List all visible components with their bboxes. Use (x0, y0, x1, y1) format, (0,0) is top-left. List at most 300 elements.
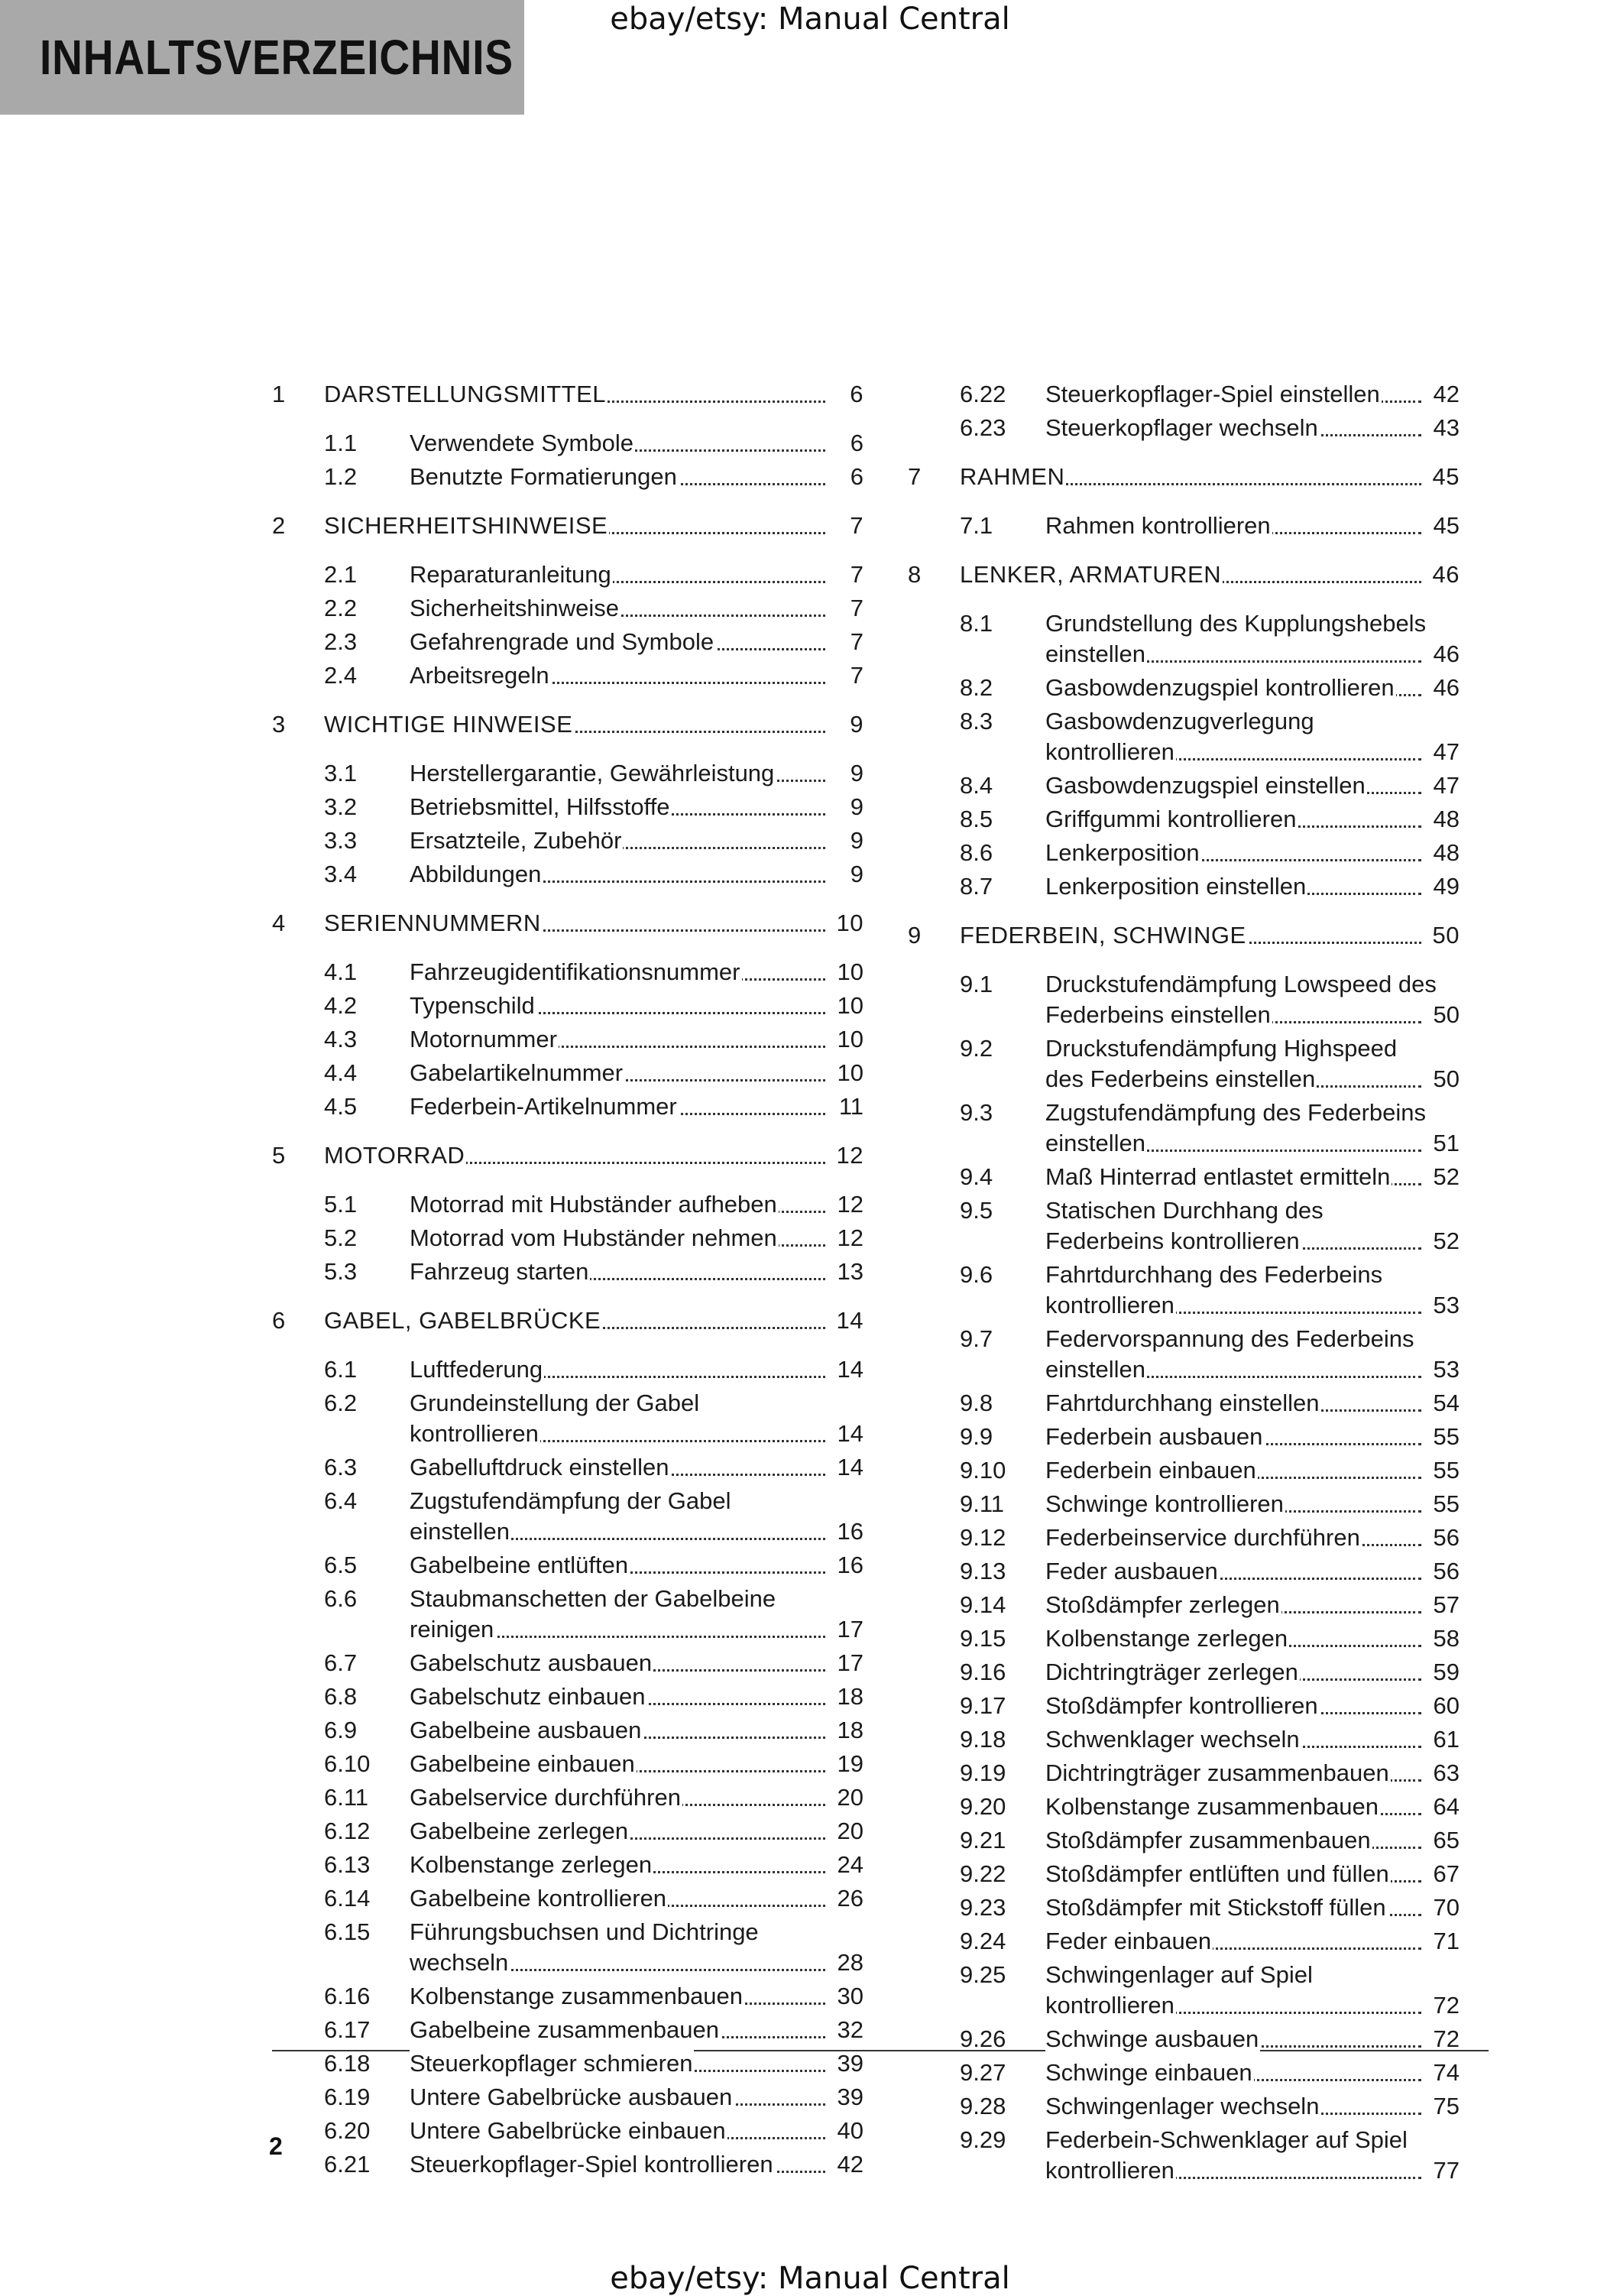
toc-page-number: 7 (850, 628, 863, 655)
toc-title (1045, 511, 1421, 541)
toc-title-text: Schwingenlager wechseln (1045, 2093, 1320, 2119)
toc-title-text: DARSTELLUNGSMITTEL (324, 381, 607, 407)
toc-page-number: 77 (1433, 2157, 1460, 2184)
toc-number: 8.3 (960, 708, 993, 735)
toc-title-text: GABEL, GABELBRÜCKE (324, 1307, 601, 1334)
toc-title (1045, 608, 1427, 639)
toc-entry[interactable] (0, 706, 1620, 773)
toc-page-number: 20 (837, 1818, 863, 1844)
toc-number: 4.1 (324, 958, 358, 985)
toc-title-continuation (1045, 1000, 1421, 1030)
toc-number: 6.10 (324, 1750, 371, 1777)
toc-title-text-line2: wechseln (410, 1949, 509, 1976)
toc-page-number: 10 (837, 1026, 863, 1052)
toc-title-text-line2: kontrollieren (1045, 738, 1174, 765)
toc-title-text: Grundeinstellung der Gabel (410, 1390, 700, 1416)
toc-number: 3.2 (324, 793, 358, 820)
toc-title (1045, 2058, 1421, 2088)
toc-page-number: 18 (837, 1683, 863, 1710)
toc-page-number: 47 (1433, 772, 1460, 799)
toc-title (960, 462, 1421, 492)
toc-number: 3 (272, 711, 286, 738)
toc-title-text: Benutzte Formatierungen (410, 463, 677, 490)
toc-number: 5.2 (324, 1224, 358, 1251)
toc-title-text: FEDERBEIN, SCHWINGE (960, 922, 1246, 949)
toc-title-text: SERIENNUMMERN (324, 910, 541, 936)
toc-entry[interactable] (0, 608, 1620, 676)
toc-number: 6.5 (324, 1552, 358, 1578)
toc-entry[interactable] (0, 2091, 1620, 2125)
toc-page-number: 30 (837, 1983, 863, 2009)
toc-title-text: Ersatzteile, Zubehör (410, 827, 622, 854)
toc-number: 8.4 (960, 772, 993, 799)
toc-title-text: Steuerkopflager-Spiel einstellen (1045, 381, 1380, 407)
toc-page-number: 28 (837, 1949, 863, 1976)
toc-page-number: 10 (837, 958, 863, 985)
toc-chapter[interactable] (0, 462, 1620, 495)
toc-page-number: 7 (850, 595, 863, 621)
toc-page-number: 43 (1433, 414, 1460, 441)
toc-title-text: Maß Hinterrad entlastet ermitteln (1045, 1163, 1391, 1190)
toc-page-number: 14 (837, 1420, 863, 1447)
toc-title (1045, 2091, 1421, 2122)
toc-entry[interactable] (0, 1657, 1620, 1691)
toc-entry[interactable] (0, 804, 1620, 838)
toc-number: 9.20 (960, 1793, 1006, 1820)
toc-page-number: 55 (1433, 1490, 1460, 1517)
toc-page-number: 60 (1433, 1692, 1460, 1719)
toc-title-text: Federvorspannung des Federbeins (1045, 1325, 1414, 1352)
toc-title (1045, 871, 1421, 902)
toc-entry[interactable] (0, 1455, 1620, 1489)
toc-title (1045, 1724, 1421, 1755)
toc-title (1045, 969, 1438, 1000)
toc-page-number: 52 (1433, 1227, 1460, 1254)
toc-title (1045, 1792, 1421, 1822)
toc-title-text-line2: des Federbeins einstellen (1045, 1065, 1316, 1092)
toc-title (1045, 838, 1421, 868)
toc-title-text-line2: kontrollieren (1045, 2157, 1174, 2184)
toc-page-number: 45 (1433, 512, 1460, 539)
toc-page-number: 61 (1433, 1726, 1460, 1753)
toc-title-text: Gabelartikelnummer (410, 1059, 624, 1086)
toc-page-number: 7 (850, 512, 863, 539)
toc-number: 6.11 (324, 1784, 369, 1811)
toc-number: 6.13 (324, 1851, 371, 1878)
toc-title-text: Fahrtdurchhang des Federbeins (1045, 1261, 1383, 1288)
toc-title (1045, 1388, 1421, 1419)
toc-title-text: Gabelbeine kontrollieren (410, 1885, 667, 1912)
toc-title-text: LENKER, ARMATUREN (960, 561, 1222, 588)
toc-title-text: Untere Gabelbrücke einbauen (410, 2117, 726, 2144)
toc-title (1045, 1623, 1421, 1654)
toc-title-text: Luftfederung (410, 1356, 543, 1383)
toc-title (410, 1189, 825, 1220)
toc-entry[interactable] (0, 1195, 1620, 1263)
toc-number: 2.2 (324, 595, 358, 621)
toc-entry[interactable] (0, 1260, 1620, 1327)
toc-number: 8.1 (960, 610, 993, 637)
toc-page-number: 7 (850, 561, 863, 588)
toc-title-text: Schwinge ausbauen (1045, 2025, 1259, 2052)
toc-page-number: 65 (1433, 1827, 1460, 1853)
toc-number: 9.7 (960, 1325, 993, 1352)
toc-title-text: Motorrad vom Hubständer nehmen (410, 1224, 777, 1251)
toc-title (1045, 1422, 1421, 1452)
toc-entry[interactable] (0, 1758, 1620, 1792)
toc-title (1045, 1825, 1421, 1856)
toc-title-text-line2: kontrollieren (410, 1420, 539, 1447)
toc-title-text: Steuerkopflager wechseln (1045, 414, 1318, 441)
toc-title (1045, 1455, 1421, 1486)
toc-number: 5.1 (324, 1191, 358, 1218)
toc-page-number: 13 (837, 1258, 863, 1285)
toc-number: 6.20 (324, 2117, 371, 2144)
toc-page-number: 42 (1433, 381, 1460, 407)
toc-title-text: Zugstufendämpfung des Federbeins (1045, 1099, 1427, 1126)
toc-title-text: Kolbenstange zusammenbauen (410, 1983, 744, 2009)
toc-title-text: Gabelschutz einbauen (410, 1683, 646, 1710)
toc-title-continuation (1045, 1354, 1421, 1385)
toc-number: 6.17 (324, 2016, 371, 2043)
toc-number: 9.23 (960, 1894, 1006, 1921)
toc-page-number: 50 (1433, 1065, 1460, 1092)
toc-number: 6.22 (960, 381, 1006, 407)
toc-entry[interactable] (0, 2125, 1620, 2192)
toc-entry[interactable] (0, 1792, 1620, 1825)
toc-number: 6.19 (324, 2084, 371, 2110)
toc-page-number: 70 (1433, 1894, 1460, 1921)
toc-entry[interactable] (0, 1033, 1620, 1101)
toc-title (410, 2149, 825, 2180)
toc-entry[interactable] (0, 1926, 1620, 1960)
toc-number: 9.18 (960, 1726, 1006, 1753)
toc-page-number: 17 (837, 1649, 863, 1676)
toc-title-text: Steuerkopflager schmieren (410, 2050, 693, 2077)
toc-page-number: 56 (1433, 1558, 1460, 1584)
toc-entry[interactable] (0, 1892, 1620, 1926)
toc-title-text: Federbein einbauen (1045, 1457, 1256, 1484)
toc-page-number: 6 (850, 430, 863, 456)
toc-number: 9.14 (960, 1591, 1006, 1618)
toc-title-text: Gabelbeine zusammenbauen (410, 2016, 719, 2043)
toc-entry[interactable] (0, 673, 1620, 706)
toc-number: 4.4 (324, 1059, 358, 1086)
toc-entry[interactable] (0, 1523, 1620, 1556)
toc-number: 6.8 (324, 1683, 358, 1710)
toc-title-text: Gabelschutz ausbauen (410, 1649, 653, 1676)
toc-title-text: Gefahrengrade und Symbole (410, 628, 714, 655)
toc-entry[interactable] (0, 379, 1620, 413)
page-title: INHALTSVERZEICHNIS (40, 30, 514, 85)
toc-title-text-line2: reinigen (410, 1616, 494, 1643)
toc-title-text: Reparaturanleitung (410, 561, 611, 588)
toc-title (1045, 673, 1421, 703)
toc-page-number: 42 (837, 2151, 863, 2178)
toc-number: 9.16 (960, 1659, 1006, 1685)
toc-chapter[interactable] (0, 920, 1620, 954)
toc-entry[interactable] (0, 1623, 1620, 1657)
toc-title-text-line2: einstellen (1045, 1356, 1145, 1383)
toc-title (1045, 379, 1421, 410)
toc-title (410, 1584, 777, 1614)
toc-number: 6.14 (324, 1885, 371, 1912)
toc-page-number: 46 (1433, 640, 1460, 667)
toc-entry[interactable] (0, 1859, 1620, 1892)
toc-entry[interactable] (0, 1960, 1620, 2027)
toc-entry[interactable] (0, 1388, 1620, 1422)
toc-title (1045, 1859, 1421, 1889)
toc-entry[interactable] (0, 1556, 1620, 1590)
toc-title-text: Druckstufendämpfung Lowspeed des (1045, 971, 1437, 997)
toc-number: 7.1 (960, 512, 993, 539)
toc-title-text: Gabelbeine zerlegen (410, 1818, 629, 1844)
toc-number: 2.4 (324, 662, 358, 689)
watermark-top: ebay/etsy: Manual Central (610, 2, 1010, 37)
toc-title-text: Statischen Durchhang des (1045, 1197, 1324, 1224)
toc-number: 9.24 (960, 1928, 1006, 1954)
toc-title (1045, 1960, 1314, 1990)
toc-title-text-line2: Federbeins kontrollieren (1045, 1227, 1300, 1254)
toc-title (1045, 1657, 1421, 1688)
toc-title (1045, 1926, 1421, 1957)
watermark-bottom: ebay/etsy: Manual Central (610, 2261, 1010, 2296)
toc-number: 4.5 (324, 1093, 358, 1120)
toc-number: 6 (272, 1307, 286, 1334)
toc-title-text: Herstellergarantie, Gewährleistung (410, 760, 775, 786)
toc-page-number: 9 (850, 827, 863, 854)
toc-title-text: SICHERHEITSHINWEISE (324, 512, 608, 539)
toc-entry[interactable] (0, 871, 1620, 905)
toc-title (960, 920, 1421, 951)
toc-number: 2.1 (324, 561, 358, 588)
toc-number: 9.5 (960, 1197, 993, 1224)
toc-title-continuation (1045, 1226, 1421, 1257)
toc-title-continuation (1045, 1064, 1421, 1094)
toc-page-number: 74 (1433, 2059, 1460, 2086)
toc-title-text: Kolbenstange zerlegen (1045, 1625, 1288, 1652)
toc-number: 3.1 (324, 760, 358, 786)
toc-title-text: Gabelbeine entlüften (410, 1552, 629, 1578)
toc-number: 4 (272, 910, 286, 936)
toc-number: 5.3 (324, 1258, 358, 1285)
toc-title-text: Schwenklager wechseln (1045, 1726, 1300, 1753)
toc-title (960, 559, 1421, 590)
toc-title (1045, 1691, 1421, 1721)
toc-title-text: Arbeitsregeln (410, 662, 549, 689)
toc-title (410, 1486, 733, 1516)
toc-title-text: Motorrad mit Hubständer aufheben (410, 1191, 777, 1218)
toc-page-number: 6 (850, 381, 863, 407)
toc-number: 9.6 (960, 1261, 993, 1288)
toc-number: 9.29 (960, 2126, 1006, 2153)
toc-entry[interactable] (0, 2058, 1620, 2091)
toc-title (1045, 1033, 1398, 1064)
toc-number: 9.1 (960, 971, 993, 997)
toc-title (1045, 1590, 1421, 1620)
toc-number: 6.1 (324, 1356, 358, 1383)
toc-number: 9.19 (960, 1759, 1006, 1786)
toc-page-number: 12 (836, 1142, 863, 1169)
toc-title-text-line2: Federbeins einstellen (1045, 1001, 1271, 1028)
toc-number: 6.2 (324, 1390, 358, 1416)
toc-entry[interactable] (0, 838, 1620, 871)
toc-page-number: 10 (837, 992, 863, 1019)
toc-page-number: 10 (836, 910, 863, 936)
toc-title-text: Fahrzeug starten (410, 1258, 589, 1285)
toc-page-number: 9 (850, 711, 863, 738)
toc-title-text: Abbildungen (410, 861, 542, 887)
toc-title (1045, 2125, 1409, 2155)
toc-page-number: 46 (1433, 674, 1460, 701)
toc-title-text: Dichtringträger zusammenbauen (1045, 1759, 1389, 1786)
toc-title-text: Gasbowdenzugverlegung (1045, 708, 1314, 735)
toc-number: 1.2 (324, 463, 358, 490)
toc-number: 9 (908, 922, 922, 949)
toc-page-number: 46 (1432, 561, 1460, 588)
toc-entry[interactable] (0, 969, 1620, 1036)
toc-page-number: 55 (1433, 1457, 1460, 1484)
toc-number: 6.7 (324, 1649, 358, 1676)
toc-title (1045, 413, 1421, 443)
toc-page-number: 9 (850, 861, 863, 887)
toc-title-text: Kolbenstange zerlegen (410, 1851, 653, 1878)
toc-number: 6.18 (324, 2050, 371, 2077)
toc-page-number: 51 (1433, 1130, 1460, 1156)
toc-title (1045, 1556, 1421, 1587)
toc-title-text: Rahmen kontrollieren (1045, 512, 1271, 539)
toc-number: 9.21 (960, 1827, 1006, 1853)
toc-page-number: 39 (837, 2050, 863, 2077)
toc-number: 1 (272, 381, 286, 407)
toc-title (1045, 1098, 1427, 1128)
toc-title-text: Schwingenlager auf Spiel (1045, 1961, 1313, 1988)
toc-page-number: 45 (1432, 463, 1460, 490)
toc-page-number: 58 (1433, 1625, 1460, 1652)
toc-number: 9.3 (960, 1099, 993, 1126)
toc-page-number: 17 (837, 1616, 863, 1643)
toc-title-text: Stoßdämpfer zerlegen (1045, 1591, 1280, 1618)
toc-page-number: 20 (837, 1784, 863, 1811)
toc-page-number: 6 (850, 463, 863, 490)
toc-page-number: 40 (837, 2117, 863, 2144)
toc-title-continuation (1045, 639, 1421, 670)
toc-title-text: Gabelbeine ausbauen (410, 1717, 642, 1743)
toc-entry[interactable] (0, 511, 1620, 544)
toc-title-text: Lenkerposition einstellen (1045, 873, 1307, 900)
toc-title-text-line2: einstellen (1045, 640, 1145, 667)
toc-page-number: 49 (1433, 873, 1460, 900)
toc-number: 6.23 (960, 414, 1006, 441)
toc-page-number: 10 (837, 1059, 863, 1086)
toc-entry[interactable] (0, 2024, 1620, 2058)
toc-entry[interactable] (0, 1825, 1620, 1859)
toc-chapter[interactable] (0, 559, 1620, 593)
toc-page-number: 14 (837, 1454, 863, 1480)
toc-page-number: 48 (1433, 839, 1460, 866)
toc-number: 2.3 (324, 628, 358, 655)
toc-number: 4.2 (324, 992, 358, 1019)
toc-entry[interactable] (0, 1422, 1620, 1455)
toc-entry[interactable] (0, 1489, 1620, 1523)
toc-page-number: 14 (837, 1356, 863, 1383)
toc-entry[interactable] (0, 1324, 1620, 1391)
toc-entry[interactable] (0, 1162, 1620, 1195)
toc-number: 9.17 (960, 1692, 1006, 1719)
toc-page-number: 59 (1433, 1659, 1460, 1685)
toc-page-number: 55 (1433, 1423, 1460, 1450)
toc-number: 8.5 (960, 806, 993, 832)
toc-title-text: Feder ausbauen (1045, 1558, 1218, 1584)
toc-page-number: 71 (1433, 1928, 1460, 1954)
toc-title-text: Druckstufendämpfung Highspeed (1045, 1035, 1398, 1062)
toc-number: 1.1 (324, 430, 358, 456)
toc-page-number: 54 (1433, 1390, 1460, 1416)
toc-title-text: Stoßdämpfer kontrollieren (1045, 1692, 1318, 1719)
toc-entry[interactable] (0, 770, 1620, 804)
toc-number: 6.9 (324, 1717, 358, 1743)
toc-title (1045, 804, 1421, 835)
toc-title-continuation (1045, 1290, 1421, 1321)
toc-title (1045, 1523, 1421, 1553)
toc-title-text: Gabelluftdruck einstellen (410, 1454, 669, 1480)
toc-entry[interactable] (0, 1724, 1620, 1758)
toc-title-text: Typenschild (410, 992, 535, 1019)
toc-number: 9.15 (960, 1625, 1006, 1652)
toc-title-text-line2: kontrollieren (1045, 1292, 1174, 1318)
toc-title-text: Stoßdämpfer entlüften und füllen (1045, 1860, 1389, 1887)
toc-page-number: 12 (837, 1224, 863, 1251)
toc-number: 2 (272, 512, 286, 539)
toc-number: 9.13 (960, 1558, 1006, 1584)
toc-page-number: 16 (837, 1518, 863, 1545)
toc-page-number: 14 (836, 1307, 863, 1334)
toc-number: 9.8 (960, 1390, 993, 1416)
toc-title (1045, 1324, 1416, 1354)
toc-title-text: Griffgummi kontrollieren (1045, 806, 1297, 832)
toc-title-text: Zugstufendämpfung der Gabel (410, 1487, 731, 1514)
toc-title-text: Motornummer (410, 1026, 557, 1052)
toc-page-number: 19 (837, 1750, 863, 1777)
toc-title-text: Untere Gabelbrücke ausbauen (410, 2084, 733, 2110)
toc-title (1045, 706, 1316, 737)
toc-number: 8.6 (960, 839, 993, 866)
toc-title-text: Gasbowdenzugspiel einstellen (1045, 772, 1366, 799)
toc-number: 6.21 (324, 2151, 371, 2178)
toc-entry[interactable] (0, 1098, 1620, 1165)
toc-title-text: Dichtringträger zerlegen (1045, 1659, 1298, 1685)
toc-title (410, 758, 825, 789)
toc-title-text: Steuerkopflager-Spiel kontrollieren (410, 2151, 773, 2178)
toc-number: 9.22 (960, 1860, 1006, 1887)
toc-title (1045, 770, 1421, 801)
toc-number: 9.25 (960, 1961, 1006, 1988)
toc-title-text: Fahrtdurchhang einstellen (1045, 1390, 1320, 1416)
toc-title-text: Führungsbuchsen und Dichtringe (410, 1918, 759, 1945)
toc-entry[interactable] (0, 1691, 1620, 1724)
toc-title-text: Schwinge einbauen (1045, 2059, 1252, 2086)
toc-number: 9.2 (960, 1035, 993, 1062)
toc-title-continuation (1045, 2155, 1421, 2186)
toc-title-continuation (1045, 1128, 1421, 1159)
toc-entry[interactable] (0, 1590, 1620, 1623)
toc-page-number: 32 (837, 2016, 863, 2043)
toc-page-number: 53 (1433, 1292, 1460, 1318)
toc-number: 9.11 (960, 1490, 1005, 1517)
toc-entry[interactable] (0, 413, 1620, 446)
toc-number: 4.3 (324, 1026, 358, 1052)
toc-title-text: WICHTIGE HINWEISE (324, 711, 573, 738)
